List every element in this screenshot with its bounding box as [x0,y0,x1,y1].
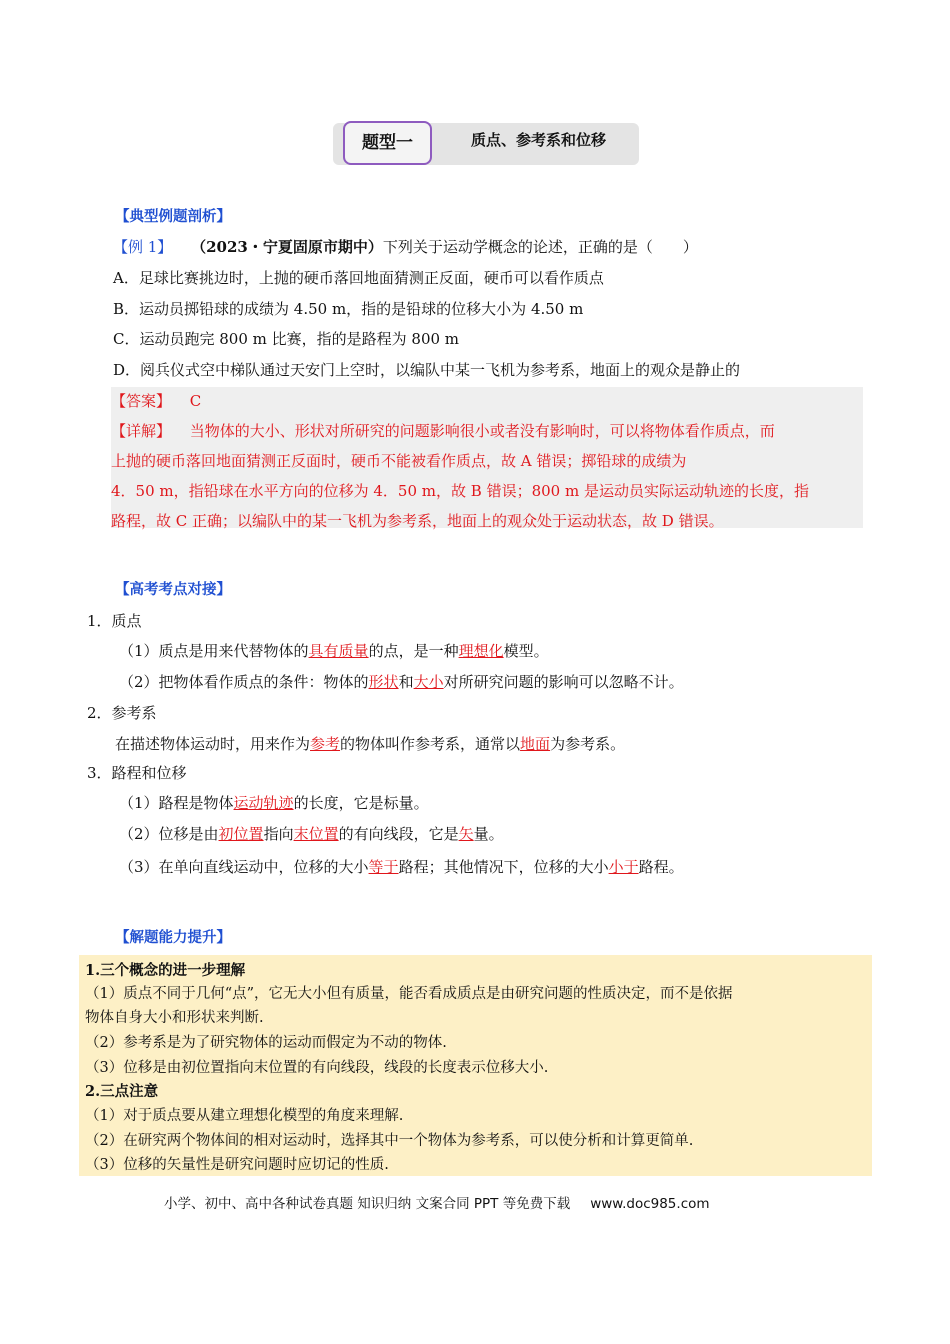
text-run: 为参考系。 [550,735,626,753]
answer-value: C [189,392,202,410]
text-run: 的有向线段，它是 [338,825,459,843]
option-c: C．运动员跑完 800 m 比赛，指的是路程为 800 m [113,330,460,348]
exam-item-1-sub-2 [119,671,684,692]
exam-item-3-sub-3 [119,856,684,877]
blank-answer: 大小 [413,673,444,691]
text-run: 指向 [263,825,294,843]
tip-3: （3）位移是由初位置指向末位置的有向线段，线段的长度表示位移大小. [85,1060,549,1076]
blank-answer: 形状 [368,673,399,691]
question-type-tag: 题型一 [343,121,432,165]
note-2: （2）在研究两个物体间的相对运动时，选择其中一个物体为参考系，可以使分析和计算更简单. [85,1133,694,1149]
exam-item-1-title: 1．质点 [87,612,142,630]
option-d: D．阅兵仪式空中梯队通过天安门上空时，以编队中某一飞机为参考系，地面上的观众是静止的 [113,361,741,379]
exam-item-2-sub-1 [115,733,625,754]
tip-2: （2）参考系是为了研究物体的运动而假定为不动的物体. [85,1035,447,1051]
blank-answer: 末位置 [293,825,339,843]
footer-text: 小学、初中、高中各种试卷真题 知识归纳 文案合同 PPT 等免费下载 [164,1196,571,1212]
blank-answer: 矢 [458,825,474,843]
banner-title: 质点、参考系和位移 [471,131,607,149]
text-run: （2）位移是由 [119,825,219,843]
text-run: （2）把物体看作质点的条件：物体的 [119,673,369,691]
detail-line-2: 上抛的硬币落回地面猜测正反面时，硬币不能被看作质点，故 A 错误；掷铅球的成绩为 [111,452,687,470]
note-3: （3）位移的矢量性是研究问题时应切记的性质. [85,1157,389,1173]
text-run: 路程。 [638,858,684,876]
blank-answer: 运动轨迹 [233,794,294,812]
tips-heading-2: 2.三点注意 [85,1083,159,1100]
blank-answer: 小于 [608,858,639,876]
detail-label: 【详解】 [111,422,172,440]
text-run: （1）路程是物体 [119,794,234,812]
text-run: 的物体叫作参考系，通常以 [340,735,521,753]
answer-line [111,390,201,411]
text-run: 量。 [473,825,504,843]
text-run: 的长度，它是标量。 [293,794,429,812]
text-run: （1）质点是用来代替物体的 [119,642,309,660]
text-run: 对所研究问题的影响可以忽略不计。 [443,673,684,691]
exam-item-2-title: 2．参考系 [87,704,157,722]
blank-answer: 初位置 [218,825,264,843]
exam-item-3-sub-1 [119,792,429,813]
text-run: 在描述物体运动时，用来作为 [115,735,311,753]
example-question: 下列关于运动学概念的论述，正确的是（ ） [382,238,698,256]
text-run: 的点，是一种 [368,642,459,660]
tip-1-line-2: 物体自身大小和形状来判断. [85,1010,264,1026]
tips-heading-1: 1.三个概念的进一步理解 [85,962,246,979]
note-1: （1）对于质点要从建立理想化模型的角度来理解. [85,1108,404,1124]
example-label: 【例 1】 [113,238,173,256]
option-b: B．运动员掷铅球的成绩为 4.50 m，指的是铅球的位移大小为 4.50 m [113,300,584,318]
example-source: （2023・宁夏固原市期中） [191,238,383,256]
option-a: A．足球比赛挑边时，上抛的硬币落回地面猜测正反面，硬币可以看作质点 [113,269,604,287]
exam-item-3-title: 3．路程和位移 [87,764,187,782]
detail-line-3: 4．50 m，指铅球在水平方向的位移为 4．50 m，故 B 错误；800 m 是运动员实际运动轨迹的长度，指 [111,482,809,500]
detail-line-4: 路程，故 C 正确；以编队中的某一飞机为参考系，地面上的观众处于运动状态，故 D 错误。 [111,512,724,530]
blank-answer: 具有质量 [308,642,369,660]
example-question-line [113,236,698,257]
text-run: （3）在单向直线运动中，位移的大小 [119,858,369,876]
example-section-heading: 【典型例题剖析】 [115,209,231,225]
blank-answer: 参考 [310,735,341,753]
exam-section-heading: 【高考考点对接】 [115,582,231,598]
footer-url[interactable]: www.doc985.com [590,1196,710,1212]
text-run: 模型。 [503,642,549,660]
answer-label: 【答案】 [111,392,172,410]
footer [164,1192,710,1212]
tip-1-line-1: （1）质点不同于几何“点”，它无大小但有质量，能否看成质点是由研究问题的性质决定，而不是依据 [85,986,733,1002]
exam-item-1-sub-1 [119,640,549,661]
detail-text-1: 当物体的大小、形状对所研究的问题影响很小或者没有影响时，可以将物体看作质点，而 [189,422,775,440]
blank-answer: 理想化 [458,642,504,660]
text-run: 路程；其他情况下，位移的大小 [398,858,609,876]
blank-answer: 地面 [520,735,551,753]
text-run: 和 [398,673,414,691]
skill-section-heading: 【解题能力提升】 [115,930,231,946]
detail-line-1 [111,420,775,441]
exam-item-3-sub-2 [119,823,504,844]
blank-answer: 等于 [368,858,399,876]
